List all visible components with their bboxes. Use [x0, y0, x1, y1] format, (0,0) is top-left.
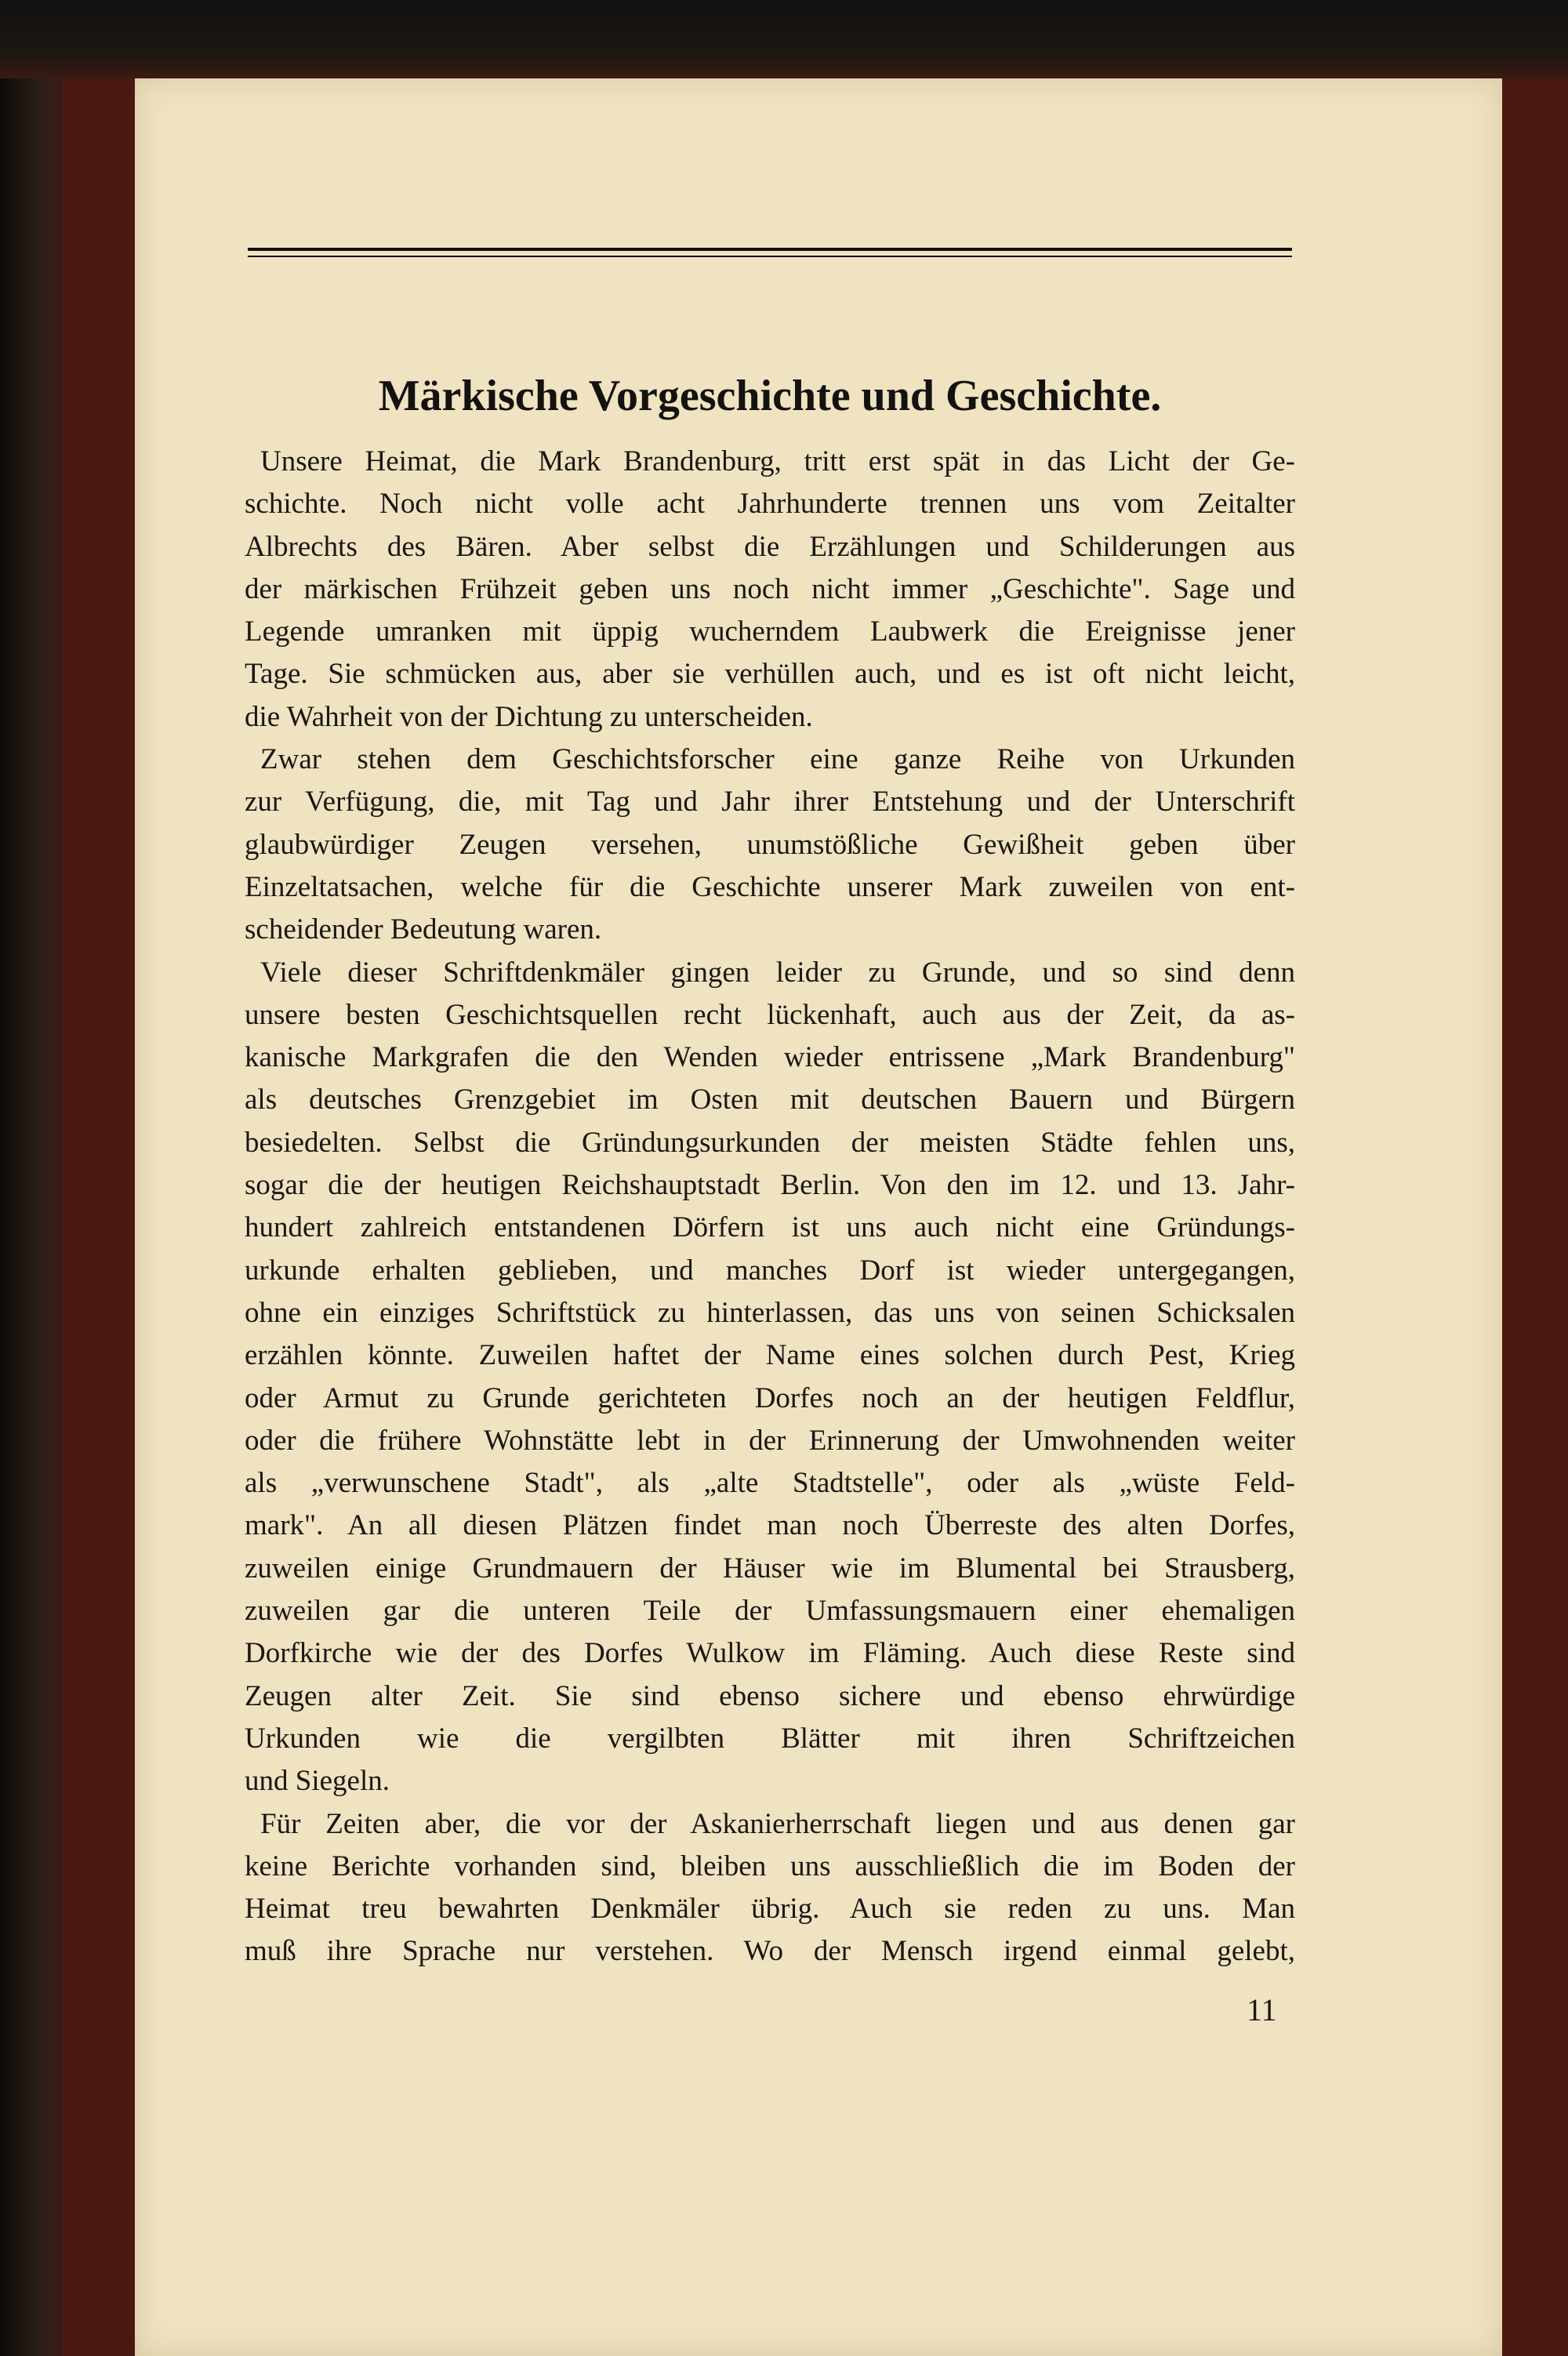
header-rule-thin [248, 256, 1292, 257]
text-line: Albrechts des Bären. Aber selbst die Erzählungen und Schilderungen aus [245, 530, 1295, 563]
text-line: zur Verfügung, die, mit Tag und Jahr ihrer Entstehung und der Unterschrift [245, 786, 1295, 819]
text-line: ohne ein einziges Schriftstück zu hinterlassen, das uns von seinen Schicksalen [245, 1296, 1295, 1329]
text-line: Viele dieser Schriftdenkmäler gingen leider zu Grunde, und so sind denn [260, 956, 1295, 989]
text-line: Unsere Heimat, die Mark Brandenburg, tritt erst spät in das Licht der Ge- [260, 445, 1295, 477]
text-line: Urkunden wie die vergilbten Blätter mit ihren Schriftzeichen [245, 1722, 1295, 1755]
scan-background [0, 0, 1568, 78]
text-line: Einzeltatsachen, welche für die Geschichte unserer Mark zuweilen von ent- [245, 870, 1295, 903]
text-line: scheidender Bedeutung waren. [245, 913, 602, 946]
book-binding [0, 0, 63, 2356]
text-line: muß ihre Sprache nur verstehen. Wo der Mensch irgend einmal gelebt, [245, 1935, 1295, 1968]
text-line: unsere besten Geschichtsquellen recht lückenhaft, auch aus der Zeit, da as- [245, 998, 1295, 1031]
header-rule [248, 248, 1292, 251]
text-line: oder die frühere Wohnstätte lebt in der Erinnerung der Umwohnenden weiter [245, 1424, 1295, 1457]
text-line: erzählen könnte. Zuweilen haftet der Name eines solchen durch Pest, Krieg [245, 1339, 1295, 1372]
text-line: glaubwürdiger Zeugen versehen, unumstößliche Gewißheit geben über [245, 828, 1295, 861]
chapter-title: Märkische Vorgeschichte und Geschichte. [378, 372, 1162, 420]
text-line: Heimat treu bewahrten Denkmäler übrig. Auch sie reden zu uns. Man [245, 1893, 1295, 1926]
text-line: als „verwunschene Stadt", als „alte Stadtstelle", oder als „wüste Feld- [245, 1467, 1295, 1500]
text-line: Legende umranken mit üppig wucherndem Laubwerk die Ereignisse jener [245, 615, 1295, 648]
text-line: besiedelten. Selbst die Gründungsurkunden der meisten Städte fehlen uns, [245, 1126, 1295, 1159]
text-line: urkunde erhalten geblieben, und manches Dorf ist wieder untergegangen, [245, 1254, 1295, 1287]
text-line: Für Zeiten aber, die vor der Askanierherrschaft liegen und aus denen gar [260, 1807, 1295, 1840]
text-line: Zeugen alter Zeit. Sie sind ebenso sichere und ebenso ehrwürdige [245, 1679, 1295, 1712]
text-line: kanische Markgrafen die den Wenden wieder entrissene „Mark Brandenburg" [245, 1041, 1295, 1074]
page-number: 11 [1247, 1992, 1277, 2027]
text-line: Tage. Sie schmücken aus, aber sie verhüllen auch, und es ist oft nicht leicht, [245, 658, 1295, 691]
text-line: und Siegeln. [245, 1765, 390, 1798]
text-line: hundert zahlreich entstandenen Dörfern ist uns auch nicht eine Gründungs- [245, 1211, 1295, 1244]
text-line: zuweilen einige Grundmauern der Häuser wie im Blumental bei Strausberg, [245, 1552, 1295, 1585]
text-line: schichte. Noch nicht volle acht Jahrhunderte trennen uns vom Zeitalter [245, 488, 1295, 521]
text-line: mark". An all diesen Plätzen findet man noch Überreste des alten Dorfes, [245, 1509, 1295, 1542]
text-line: als deutsches Grenzgebiet im Osten mit deutschen Bauern und Bürgern [245, 1084, 1295, 1116]
text-line: Dorfkirche wie der des Dorfes Wulkow im Fläming. Auch diese Reste sind [245, 1637, 1295, 1670]
body-text [245, 441, 1295, 1973]
text-line: sogar die der heutigen Reichshauptstadt Berlin. Von den im 12. und 13. Jahr- [245, 1169, 1295, 1202]
text-line: Zwar stehen dem Geschichtsforscher eine ganze Reihe von Urkunden [260, 743, 1295, 776]
text-line: die Wahrheit von der Dichtung zu unterscheiden. [245, 700, 813, 733]
text-line: oder Armut zu Grunde gerichteten Dorfes noch an der heutigen Feldflur, [245, 1381, 1295, 1414]
text-line: der märkischen Frühzeit geben uns noch nicht immer „Geschichte". Sage und [245, 572, 1295, 605]
text-line: zuweilen gar die unteren Teile der Umfassungsmauern einer ehemaligen [245, 1595, 1295, 1628]
text-line: keine Berichte vorhanden sind, bleiben uns ausschließlich die im Boden der [245, 1850, 1295, 1882]
